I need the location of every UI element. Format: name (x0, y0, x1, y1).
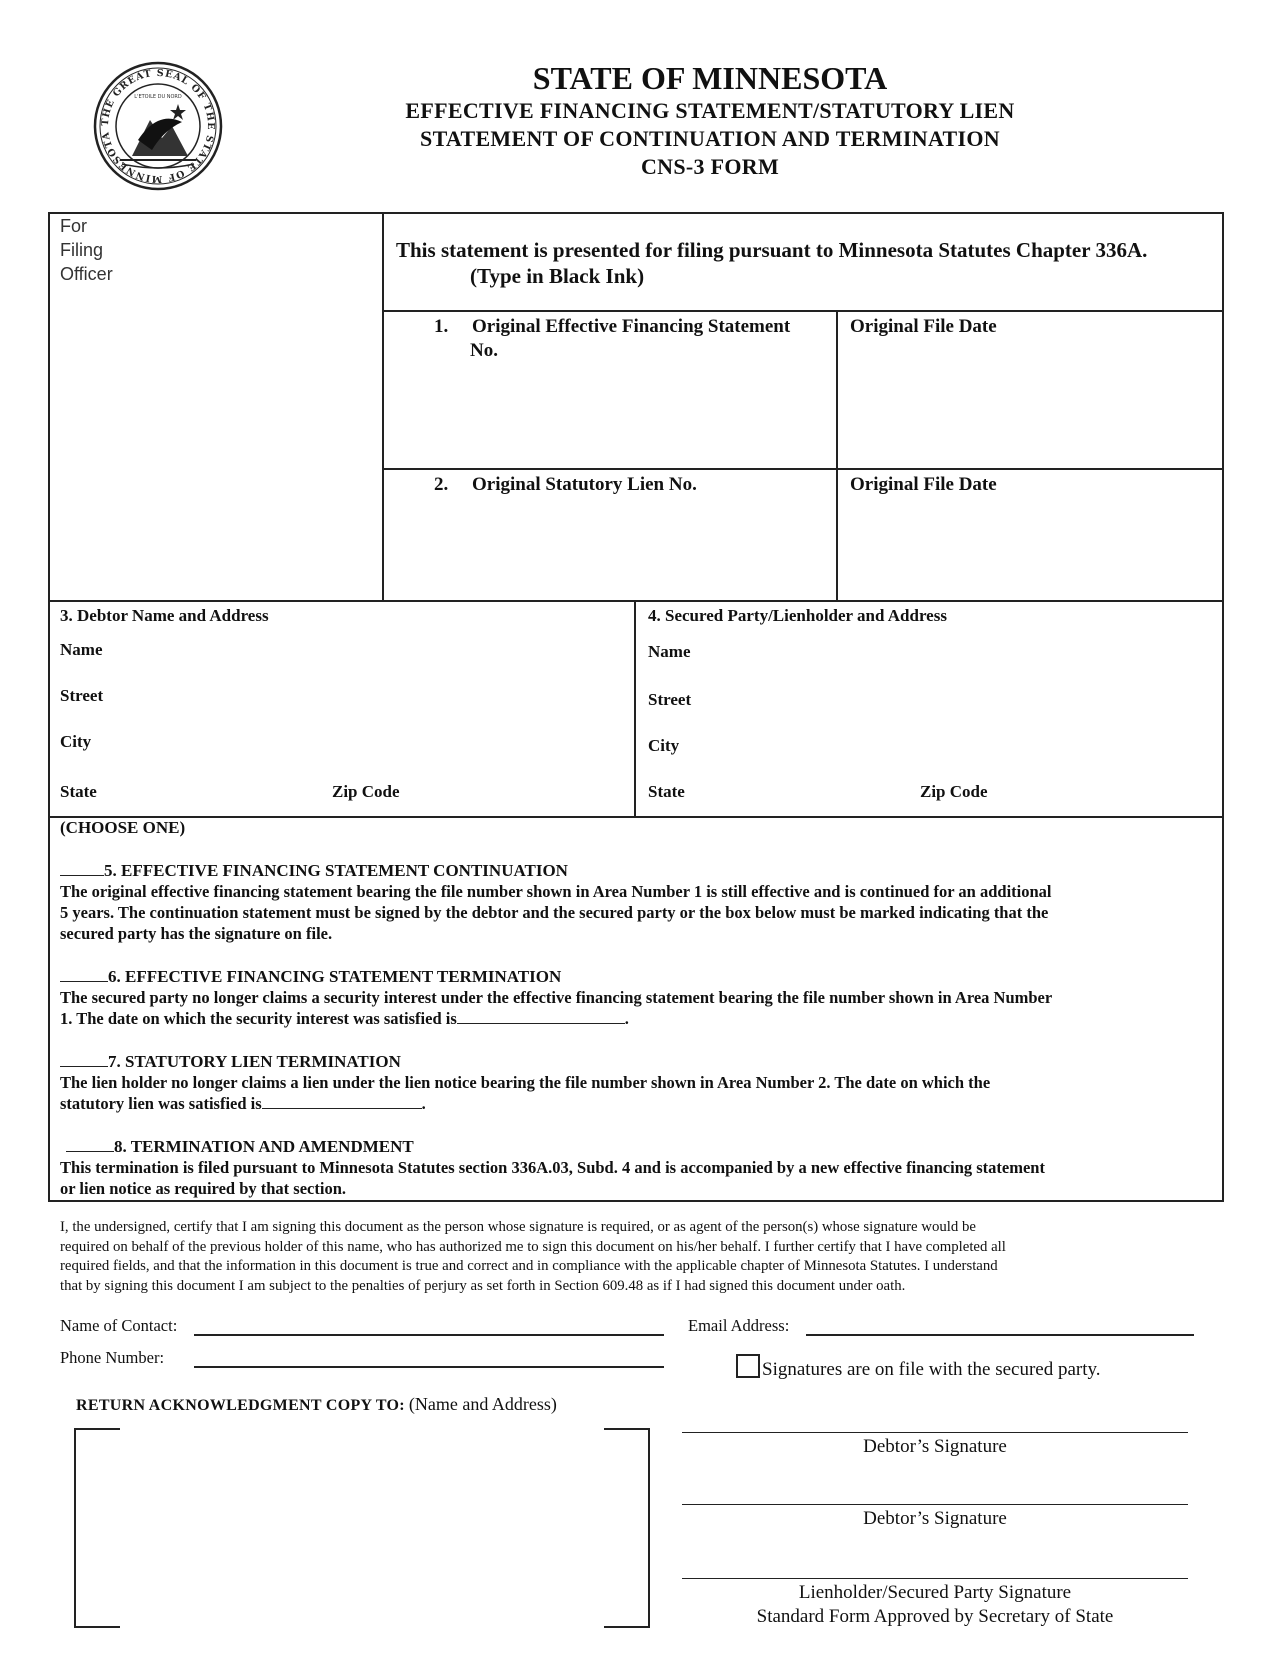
original-lien-number-field[interactable] (386, 502, 832, 598)
cert-line-3: required fields, and that the information in this document is true and correct and in compliance with the applicable chapter of Minnesota Statutes. I understand (60, 1258, 998, 1274)
officer-label-1: For (60, 216, 87, 236)
option-8-checkline[interactable] (66, 1151, 114, 1152)
option-5-checkline[interactable] (60, 875, 104, 876)
secured-zip-label: Zip Code (920, 782, 988, 801)
secured-name-label: Name (648, 642, 691, 661)
signatures-on-file-label: Signatures are on file with the secured party. (762, 1359, 1101, 1380)
field-1-date-label: Original File Date (850, 316, 997, 337)
option-7-text-2: statutory lien was satisfied is (60, 1094, 262, 1113)
field-2-label: Original Statutory Lien No. (472, 474, 697, 495)
form-title-line2: STATEMENT OF CONTINUATION AND TERMINATION (420, 126, 1000, 151)
option-8-text-2: or lien notice as required by that section. (60, 1179, 346, 1198)
return-ack-label: RETURN ACKNOWLEDGMENT COPY TO: (76, 1397, 405, 1414)
field-1-number: 1. (434, 316, 449, 337)
option-8-text-1: This termination is filed pursuant to Minnesota Statutes section 336A.03, Subd. 4 and is accompanied by a new effective financing statement (60, 1158, 1045, 1177)
return-ack-heading (76, 1394, 557, 1415)
option-6: 6. EFFECTIVE FINANCING STATEMENT TERMINATION The secured party no longer claims a security interest under the effective financing statement bearing the file number shown in Area Number 1. The date on which the security interest was satisfied is . (60, 967, 1053, 1028)
lienholder-signature-line[interactable] (682, 1578, 1188, 1579)
secured-state-label: State (648, 782, 685, 801)
field-1-label-cont: No. (470, 340, 498, 361)
secured-street-field[interactable] (708, 686, 1214, 714)
option-5-text-3: secured party has the signature on file. (60, 924, 333, 943)
option-6-text-2: 1. The date on which the security interest was satisfied is (60, 1009, 457, 1028)
email-label: Email Address: (688, 1316, 790, 1335)
option-7-checkline[interactable] (60, 1066, 108, 1067)
option-7-text-1: The lien holder no longer claims a lien under the lien notice bearing the file number shown in Area Number 2. The date on which the (60, 1073, 991, 1092)
cert-line-1: I, the undersigned, certify that I am signing this document as the person whose signature is required, or as agent of the person(s) whose signature would be (60, 1219, 976, 1235)
debtor-section-title: 3. Debtor Name and Address (60, 606, 269, 625)
contact-name-label: Name of Contact: (60, 1316, 178, 1335)
debtor-street-field[interactable] (120, 682, 620, 710)
filing-officer-area (60, 214, 113, 286)
officer-label-2: Filing (60, 240, 104, 260)
option-6-date-field[interactable] (457, 1023, 625, 1024)
field-2-date-label: Original File Date (850, 474, 997, 495)
choose-one-label: (CHOOSE ONE) (60, 818, 186, 837)
ink-instruction: (Type in Black Ink) (470, 264, 645, 288)
option-6-text-1: The secured party no longer claims a security interest under the effective financing statement bearing the file number shown in Area Number (60, 988, 1053, 1007)
option-7: 7. STATUTORY LIEN TERMINATION The lien holder no longer claims a lien under the lien notice bearing the file number shown in Area Number 2. The date on which the statutory lien was satisfied is . (60, 1052, 991, 1113)
debtor-name-field[interactable] (120, 636, 620, 664)
option-5-text-1: The original effective financing statement bearing the file number shown in Area Number 1 is still effective and is continued for an additional (60, 882, 1052, 901)
field-2-number: 2. (434, 474, 449, 495)
option-7-date-field[interactable] (262, 1108, 422, 1109)
debtor-signature-label-2: Debtor’s Signature (863, 1508, 1007, 1529)
officer-label-3: Officer (60, 264, 113, 284)
return-ack-hint: (Name and Address) (408, 1394, 557, 1414)
option-8 (60, 1136, 1045, 1199)
original-lien-date-field[interactable] (842, 502, 1220, 598)
intro-statement: This statement is presented for filing pursuant to Minnesota Statutes Chapter 336A. (396, 238, 1148, 262)
option-5-title: 5. EFFECTIVE FINANCING STATEMENT CONTINUATION (104, 861, 568, 880)
debtor-city-label: City (60, 732, 92, 751)
secured-city-field[interactable] (708, 732, 1214, 760)
secured-state-field[interactable] (708, 778, 908, 806)
option-8-title: 8. TERMINATION AND AMENDMENT (114, 1137, 414, 1156)
secured-name-field[interactable] (708, 638, 1214, 666)
debtor-name-label: Name (60, 640, 103, 659)
debtor-state-field[interactable] (120, 778, 320, 806)
option-6-title: 6. EFFECTIVE FINANCING STATEMENT TERMINATION (108, 967, 562, 986)
contact-name-field[interactable] (194, 1312, 664, 1334)
option-5 (60, 860, 1052, 944)
original-efs-number-field[interactable] (386, 368, 832, 464)
debtor-state-label: State (60, 782, 97, 801)
debtor-signature-line-1[interactable] (682, 1432, 1188, 1433)
cert-line-4: that by signing this document I am subject to the penalties of perjury as set forth in Section 609.48 as if I had signed this document under oath. (60, 1277, 906, 1294)
cert-line-2: required on behalf of the previous holder of this name, who has authorized me to sign this document on his/her behalf. I further certify that I have completed all (60, 1238, 1006, 1255)
certification-text (60, 1218, 1006, 1296)
original-efs-date-field[interactable] (842, 344, 1220, 464)
return-address-box[interactable] (74, 1428, 650, 1628)
field-1-label: Original Effective Financing Statement (472, 316, 791, 337)
debtor-signature-label-1: Debtor’s Signature (863, 1436, 1007, 1457)
signatures-on-file-option (736, 1354, 1101, 1381)
option-7-title: 7. STATUTORY LIEN TERMINATION (108, 1052, 401, 1071)
secured-street-label: Street (648, 690, 692, 709)
approval-note: Standard Form Approved by Secretary of State (756, 1606, 1114, 1627)
phone-label: Phone Number: (60, 1348, 165, 1367)
seal-ring-text: THE GREAT SEAL OF THE STATE OF MINNESOTA (99, 67, 217, 185)
form-state-title: STATE OF MINNESOTA (532, 60, 888, 96)
form-code: CNS-3 FORM (640, 154, 780, 179)
state-seal-logo (92, 60, 224, 192)
secured-zip-field[interactable] (1010, 778, 1210, 806)
debtor-street-label: Street (60, 686, 104, 705)
secured-city-label: City (648, 736, 680, 755)
seal-motto: L'ETOILE DU NORD (134, 94, 182, 100)
option-6-checkline[interactable] (60, 981, 108, 982)
debtor-zip-field[interactable] (420, 778, 620, 806)
phone-field[interactable] (194, 1344, 664, 1366)
lienholder-signature-label: Lienholder/Secured Party Signature (798, 1582, 1072, 1603)
option-5-text-2: 5 years. The continuation statement must be signed by the debtor and the secured party or the box below must be marked indicating that the (60, 903, 1049, 922)
secured-section-title: 4. Secured Party/Lienholder and Address (648, 606, 947, 625)
form-title-line1: EFFECTIVE FINANCING STATEMENT/STATUTORY LIEN (405, 98, 1015, 123)
debtor-city-field[interactable] (120, 728, 620, 756)
email-field[interactable] (806, 1312, 1194, 1334)
debtor-signature-line-2[interactable] (682, 1504, 1188, 1505)
debtor-zip-label: Zip Code (332, 782, 400, 801)
signatures-on-file-checkbox[interactable] (736, 1354, 760, 1378)
